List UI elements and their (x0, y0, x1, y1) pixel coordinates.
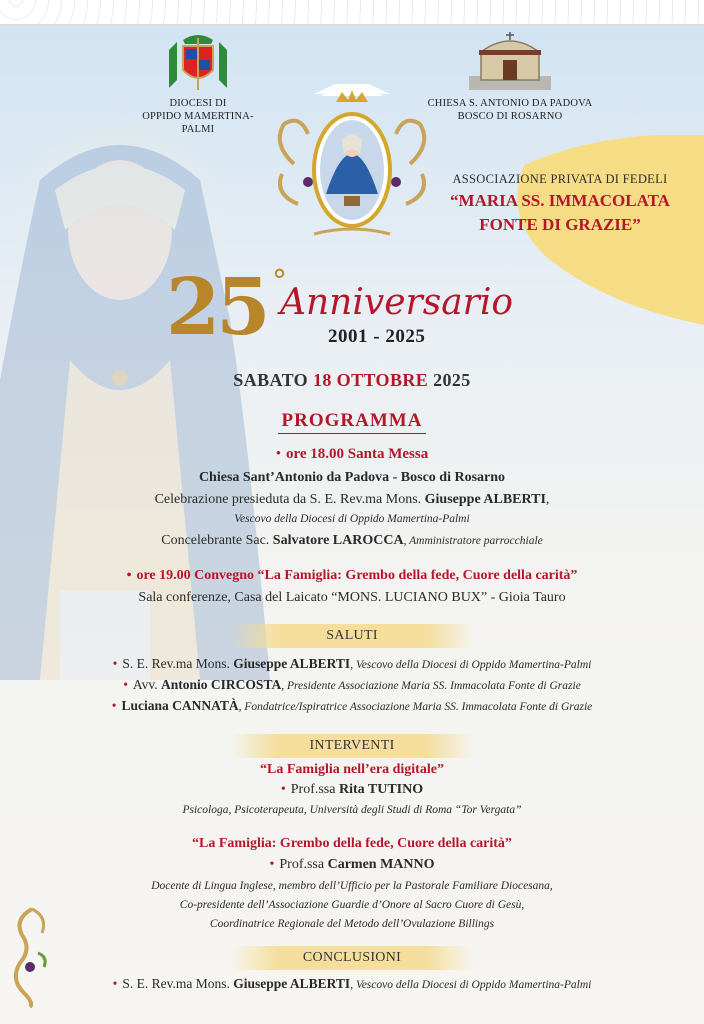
saluti-role: , Fondatrice/Ispiratrice Associazione Maria SS. Immacolata Fonte di Grazie (238, 701, 593, 713)
church-building-icon (465, 30, 555, 92)
speaker-prefix: Prof.ssa (279, 857, 325, 872)
talk2-bio-line3: Coordinatrice Regionale del Metodo dell’Ovulazione Billings (209, 918, 495, 930)
saluti-prefix: S. E. Rev.ma Mons. (122, 656, 230, 671)
saluti-name: Giuseppe ALBERTI (233, 656, 351, 671)
celebrant-role: Vescovo della Diocesi di Oppido Mamertina-Palmi (234, 513, 470, 525)
concelebrant-prefix: Concelebrante Sac. (161, 533, 270, 548)
church-name-line1: CHIESA S. ANTONIO DA PADOVA (427, 98, 593, 109)
mass-place: Chiesa Sant’Antonio da Padova - Bosco di Rosarno (198, 470, 506, 485)
association-name-line2: FONTE DI GRAZIE” (479, 215, 641, 234)
association-name-line1: “MARIA SS. IMMACOLATA (450, 191, 670, 210)
convention-time (0, 568, 704, 584)
anniversary-years: 2001 - 2025 (328, 326, 426, 347)
bullet: • (126, 568, 132, 583)
celebration-suffix: , (545, 492, 550, 507)
saluti-item (0, 656, 704, 672)
conclusioni-prefix: S. E. Rev.ma Mons. (122, 976, 230, 991)
convention-place: Sala conferenze, Casa del Laicato “MONS. LUCIANO BUX” - Gioia Tauro (138, 590, 566, 605)
anniversary-heading (160, 262, 540, 362)
convention-time-text: ore 19.00 Convegno (136, 568, 255, 583)
diocese-coat-of-arms-icon (163, 30, 233, 92)
bullet: • (111, 698, 117, 713)
mass-celebration (0, 492, 704, 508)
church-name-line2: BOSCO DI ROSARNO (457, 111, 563, 122)
conclusioni-item (0, 976, 704, 992)
saluti-name: Luciana CANNATÀ (121, 698, 239, 713)
talk2-bio-line2: Co-presidente dell’Associazione Guardie d’Onore al Sacro Cuore di Gesù, (179, 899, 525, 911)
conclusioni-name: Giuseppe ALBERTI (233, 976, 351, 991)
convention-title: “La Famiglia: Grembo della fede, Cuore della carità” (257, 568, 578, 583)
speaker-name: Carmen MANNO (327, 857, 435, 872)
saluti-role: , Presidente Associazione Maria SS. Immacolata Fonte di Grazie (281, 680, 581, 692)
interventi-heading: INTERVENTI (230, 734, 474, 758)
talk1-bio: Psicologa, Psicoterapeuta, Università degli Studi di Roma “Tor Vergata” (182, 804, 522, 816)
date-weekday: SABATO (233, 370, 309, 390)
bullet: • (280, 782, 286, 797)
program-title (0, 410, 704, 434)
mass-time-text: ore 18.00 Santa Messa (286, 446, 429, 462)
mass-time (0, 446, 704, 463)
saluti-prefix: Avv. (132, 677, 158, 692)
concelebrant-role: , Amministratore parrocchiale (403, 535, 543, 547)
association-type: ASSOCIAZIONE PRIVATA DI FEDELI (452, 172, 668, 186)
association-block (430, 172, 690, 235)
mass-concelebrant (0, 533, 704, 549)
talk1-speaker (0, 782, 704, 798)
talk2-title: “La Famiglia: Grembo della fede, Cuore della carità” (192, 836, 512, 851)
event-date (0, 370, 704, 391)
celebration-prefix: Celebrazione presieduta da S. E. Rev.ma Mons. (154, 492, 422, 507)
gold-ornament-icon (8, 905, 56, 1009)
madonna-medallion-icon (264, 84, 440, 254)
bullet: • (112, 976, 118, 991)
saluti-role: , Vescovo della Diocesi di Oppido Mamertina-Palmi (350, 659, 592, 671)
speaker-name: Rita TUTINO (338, 782, 424, 797)
speaker-prefix: Prof.ssa (290, 782, 336, 797)
bullet: • (275, 446, 282, 462)
bullet: • (269, 857, 275, 872)
talk1-title: “La Famiglia nell’era digitale” (260, 762, 444, 777)
concelebrant-name: Salvatore LAROCCA (272, 533, 404, 548)
diocese-name-line1: DIOCESI DI (169, 98, 227, 109)
lace-border (0, 0, 704, 26)
anniversary-degree: ° (272, 264, 287, 299)
bullet: • (123, 677, 128, 692)
anniversary-word: Anniversario (280, 282, 514, 323)
talk2-bio-line1: Docente di Lingua Inglese, membro dell’Ufficio per la Pastorale Familiare Diocesana, (151, 880, 553, 892)
conclusioni-heading: CONCLUSIONI (230, 946, 474, 970)
bullet: • (112, 656, 118, 671)
church-logo (420, 30, 600, 123)
diocese-logo (128, 30, 268, 136)
saluti-item (0, 677, 704, 693)
date-day-month: 18 OTTOBRE (312, 370, 429, 390)
date-year: 2025 (433, 370, 471, 390)
talk2-speaker (0, 857, 704, 873)
saluti-heading: SALUTI (230, 624, 474, 648)
saluti-name: Antonio CIRCOSTA (161, 677, 282, 692)
saluti-item (0, 698, 704, 714)
program-title-text: PROGRAMMA (278, 410, 427, 434)
diocese-name-line2: OPPIDO MAMERTINA-PALMI (142, 111, 254, 135)
conclusioni-role: , Vescovo della Diocesi di Oppido Mamertina-Palmi (350, 979, 592, 991)
anniversary-number: 25 (166, 262, 267, 353)
celebrant-name: Giuseppe ALBERTI (424, 492, 546, 507)
